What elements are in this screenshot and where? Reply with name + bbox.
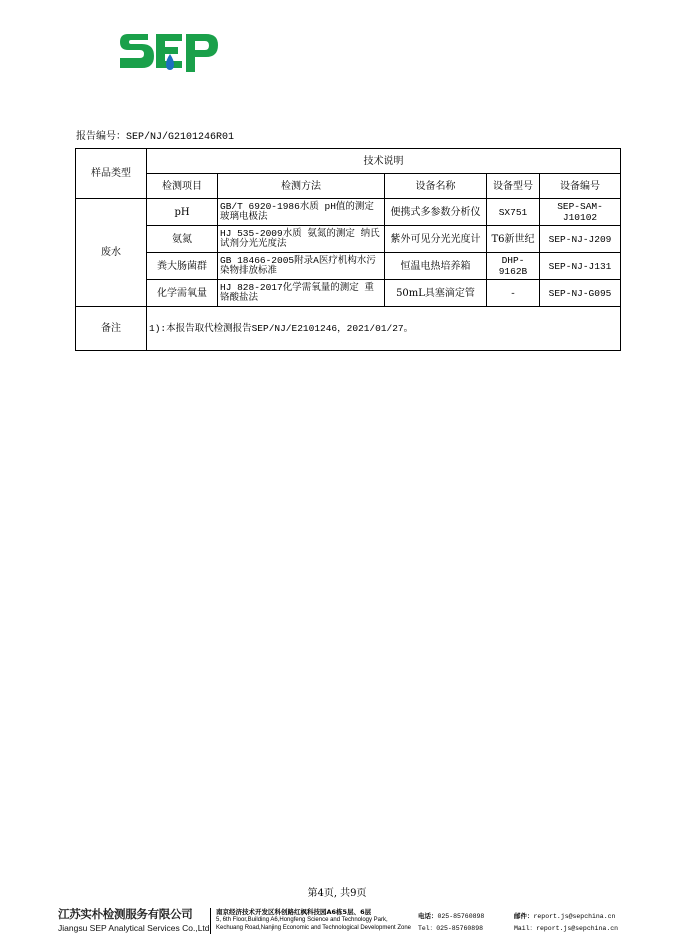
item-cell: 化学需氧量 — [147, 280, 218, 307]
item-cell: pH — [147, 199, 218, 226]
footer-address — [216, 908, 416, 932]
col-header-equipment: 设备名称 — [385, 174, 487, 199]
item-cell: 氨氮 — [147, 226, 218, 253]
address-en-line-1: 5, 6th Floor,Building A6,Hongfeng Science and Technology Park, — [216, 917, 388, 923]
footer-divider — [210, 908, 211, 934]
mail-label: Mail： — [514, 925, 537, 932]
method-cell: HJ 828-2017化学需氧量的测定 重铬酸盐法 — [218, 280, 385, 307]
number-cell: SEP-NJ-J131 — [540, 253, 621, 280]
technical-specification-table — [75, 148, 621, 351]
number-cell: SEP-SAM-J10102 — [540, 199, 621, 226]
model-cell: SX751 — [487, 199, 540, 226]
equipment-cell: 恒温电热培养箱 — [385, 253, 487, 280]
address-en-line-2: Kechuang Road,Nanjing Economic and Technological Development Zone — [216, 925, 412, 931]
sample-type-header: 样品类型 — [76, 149, 147, 199]
logo-letter-p — [186, 34, 218, 72]
footer-company — [58, 906, 208, 933]
address-cn: 南京经济技术开发区科创路红枫科技园A6栋5层、6层 — [216, 908, 372, 916]
company-name-en: Jiangsu SEP Analytical Services Co.,Ltd — [58, 923, 210, 933]
col-header-method: 检测方法 — [218, 174, 385, 199]
sep-logo — [118, 30, 220, 76]
footer-phone — [418, 910, 484, 935]
email-value: report.js@sepchina.cn — [533, 913, 616, 920]
remark-label: 备注 — [76, 307, 147, 351]
col-header-model: 设备型号 — [487, 174, 540, 199]
equipment-cell: 紫外可见分光光度计 — [385, 226, 487, 253]
tel-label: Tel： — [418, 925, 437, 932]
report-number: 报告编号：SEP/NJ/G2101246R01 — [76, 132, 235, 143]
method-cell: HJ 535-2009水质 氨氮的测定 纳氏试剂分光光度法 — [218, 226, 385, 253]
table-row — [76, 280, 621, 307]
table-row — [76, 199, 621, 226]
table-row — [76, 226, 621, 253]
model-cell: - — [487, 280, 540, 307]
table-row — [76, 253, 621, 280]
method-cell: GB 18466-2005附录A医疗机构水污染物排放标准 — [218, 253, 385, 280]
equipment-cell: 50mL具塞滴定管 — [385, 280, 487, 307]
tel-value: 025-85760898 — [436, 925, 484, 932]
model-cell: T6新世纪 — [487, 226, 540, 253]
phone-label: 电话： — [418, 912, 438, 920]
col-header-number: 设备编号 — [540, 174, 621, 199]
sample-type-cell: 废水 — [76, 199, 147, 307]
phone-value: 025-85760898 — [437, 913, 485, 920]
footer-email — [514, 910, 618, 935]
tech-description-header: 技术说明 — [147, 149, 621, 174]
page-number: 第4页, 共9页 — [307, 888, 367, 899]
email-label: 邮件： — [514, 912, 534, 920]
page-footer — [58, 906, 638, 934]
remark-text: 1):本报告取代检测报告SEP/NJ/E2101246，2021/01/27。 — [147, 307, 621, 351]
logo-letter-s — [120, 34, 154, 68]
mail-value: report.js@sepchina.cn — [536, 925, 619, 932]
number-cell: SEP-NJ-G095 — [540, 280, 621, 307]
item-cell: 粪大肠菌群 — [147, 253, 218, 280]
company-name-cn: 江苏实朴检测服务有限公司 — [58, 907, 193, 921]
equipment-cell: 便携式多参数分析仪 — [385, 199, 487, 226]
number-cell: SEP-NJ-J209 — [540, 226, 621, 253]
col-header-item: 检测项目 — [147, 174, 218, 199]
logo-drop — [166, 54, 174, 70]
method-cell: GB/T 6920-1986水质 pH值的测定 玻璃电极法 — [218, 199, 385, 226]
model-cell: DHP-9162B — [487, 253, 540, 280]
